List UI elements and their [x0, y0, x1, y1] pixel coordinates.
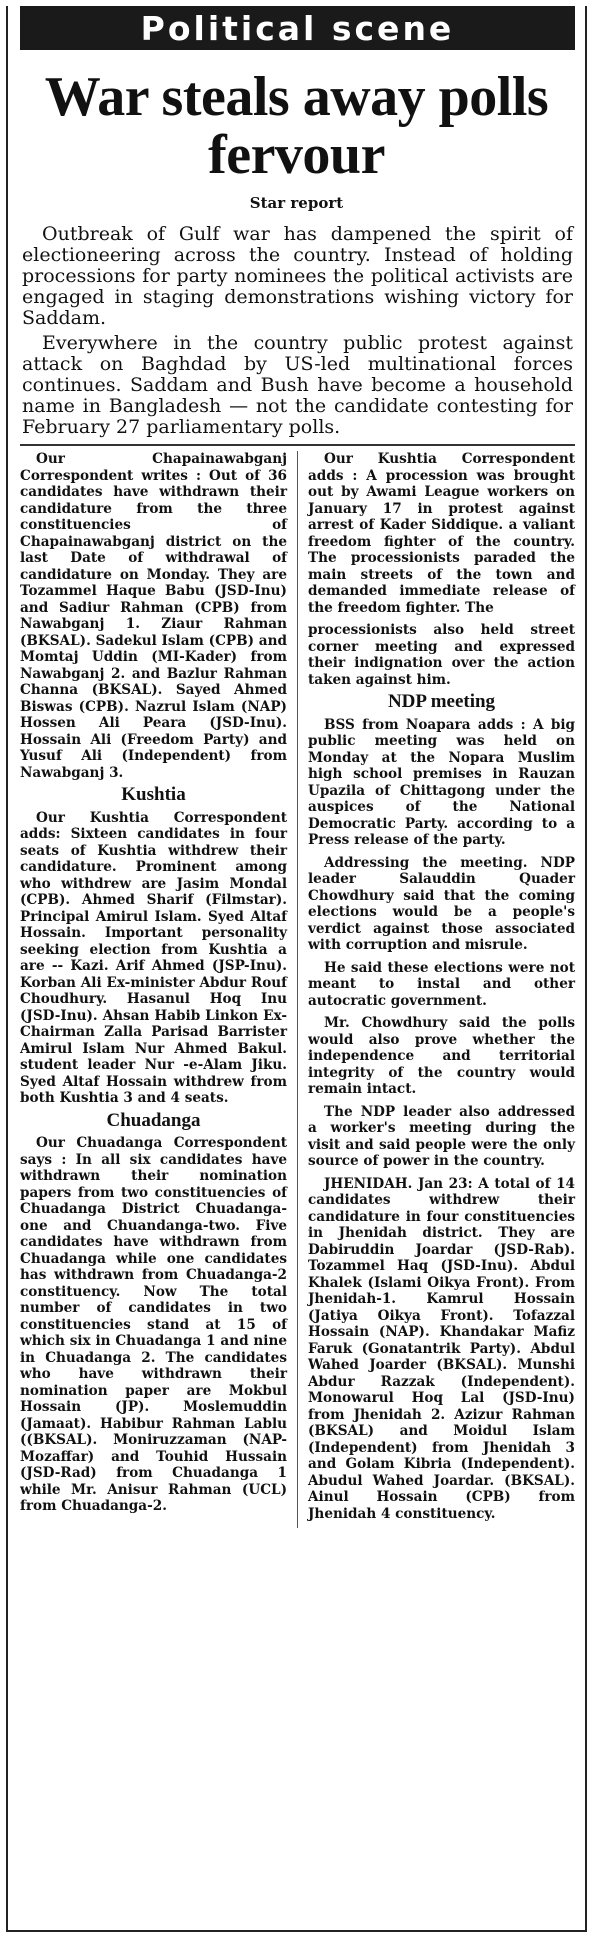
bottom-rule	[8, 1930, 585, 1932]
headline: War steals away polls fervour	[44, 66, 549, 186]
right-column	[298, 451, 575, 1528]
newspaper-clipping	[6, 6, 587, 1932]
subhead-ndp-meeting: NDP meeting	[387, 691, 496, 712]
lead-paragraphs	[22, 224, 573, 438]
article-paragraph: The NDP leader also addressed a worker's meeting during the visit and said people were the only source of power in the country.	[308, 1103, 575, 1169]
article-paragraph: processionists also held street corner meeting and expressed their indignation over the action taken against him.	[308, 622, 575, 688]
article-columns	[20, 444, 575, 1528]
article-paragraph: Mr. Chowdhury said the polls would also prove whether the independence and territorial integrity of the country would remain intact.	[308, 1015, 575, 1097]
article-paragraph: Our Chuadanga Correspondent says : In all six candidates have withdrawn their nomination papers from two constituencies of Chuadanga District Chuadanga-one and Chuandanga-two. Five candidates have withdrawn from Chuadanga while one candidates has withdrawn from Chuadanga-2 constituency. Now The total number of candidates in two constituencies stand at 15 of which six in Chuadanga 1 and nine in Chuadanga 2. The candidates who have withdrawn their nomination paper are Mokbul Hossain (JP). Moslemuddin (Jamaat). Habibur Rahman Lablu ((BKSAL). Moniruzzaman (NAP-Mozaffar) and Touhid Hussain (JSD-Rad) from Chuadanga 1 while Mr. Anisur Rahman (UCL) from Chuadanga-2.	[20, 1135, 287, 1514]
article-paragraph: Our Kushtia Correspondent adds : A procession was brought out by Awami League workers on January 17 in protest against arrest of Kader Siddique. a valiant freedom fighter of the country. The processionists paraded the main streets of the town and demanded immediate release of the freedom fighter. The	[308, 451, 575, 616]
lead-paragraph: Everywhere in the country public protest against attack on Baghdad by US-led multinational forces continues. Saddam and Bush have become a household name in Bangladesh — not the candidate contesting for February 27 parliamentary polls.	[22, 332, 573, 438]
byline: Star report	[249, 194, 344, 212]
article-paragraph: Our Chapainawabganj Correspondent writes : Out of 36 candidates have withdrawn their candidature from the three constituencies of Chapainawabganj district on the last Date of withdrawal of candidature on Monday. They are Tozammel Haque Babu (JSD-Inu) and Sadiur Rahman (CPB) from Nawabganj 1. Ziaur Rahman (BKSAL). Sadekul Islam (CPB) and Momtaj Uddin (MI-Kader) from Nawabganj 2. and Bazlur Rahman Channa (BKSAL). Sayed Ahmed Biswas (CPB). Nazrul Islam (NAP) Hossen Ali Peara (JSD-Inu). Hossain Ali (Freedom Party) and Yusuf Ali (Independent) from Nawabganj 3.	[20, 451, 287, 781]
article-paragraph: He said these elections were not meant to instal and other autocratic government.	[308, 959, 575, 1009]
article-paragraph: JHENIDAH. Jan 23: A total of 14 candidates withdrew their candidature in four constituencies in Jhenidah district. They are Dabiruddin Joardar (JSD-Rab). Tozammel Haq (JSD-Inu). Abdul Khalek (Islami Oikya Front). From Jhenidah-1. Kamrul Hossain (Jatiya Oikya Front). Tofazzal Hossain (NAP). Khandakar Mafiz Faruk (Gonatantrik Party). Abdul Wahed Joarder (BKSAL). Munshi Abdur Razzak (Independent). Monowarul Hoq Lal (JSD-Inu) from Jhenidah 2. Azizur Rahman (BKSAL) and Moidul Islam (Independent) from Jhenidah 3 and Golam Kibria (Independent). Abudul Wahed Joardar. (BKSAL). Ainul Hossain (CPB) from Jhenidah 4 constituency.	[308, 1175, 575, 1522]
subhead-chuadanga: Chuadanga	[106, 1109, 201, 1131]
lead-paragraph: Outbreak of Gulf war has dampened the spirit of electioneering across the country. Instead of holding processions for party nominees the political activists are engaged in staging demonstrations wishing victory for Saddam.	[22, 223, 573, 329]
article-paragraph: Our Kushtia Correspondent adds: Sixteen candidates in four seats of Kushtia withdrew their candidature. Prominent among who withdrew are Jasim Mondal (CPB). Ahmed Sharif (Filmstar). Principal Amirul Islam. Syed Altaf Hossain. Important personality seeking election from Kushtia a are -- Kazi. Arif Ahmed (JSP-Inu). Korban Ali Ex-minister Abdur Rouf Choudhury. Hasanul Hoq Inu (JSD-Inu). Ahsan Habib Linkon Ex-Chairman Zalla Parisad Barrister Amirul Islam Nur Ahmed Bakul. student leader Nur -e-Alam Jiku. Syed Altaf Hossain withdrew from both Kushtia 3 and 4 seats.	[20, 809, 287, 1106]
article-paragraph: BSS from Noapara adds : A big public meeting was held on Monday at the Nopara Muslim high school premises in Rauzan Upazila of Chittagong under the auspices of the National Democratic Party. according to a Press release of the party.	[308, 716, 575, 848]
left-column	[20, 451, 298, 1528]
subhead-kushtia: Kushtia	[121, 784, 186, 805]
article-paragraph: Addressing the meeting. NDP leader Salauddin Quader Chowdhury said that the coming elections would be a people's verdict against those associated with corruption and misrule.	[308, 854, 575, 953]
section-banner: Political scene	[20, 6, 575, 50]
